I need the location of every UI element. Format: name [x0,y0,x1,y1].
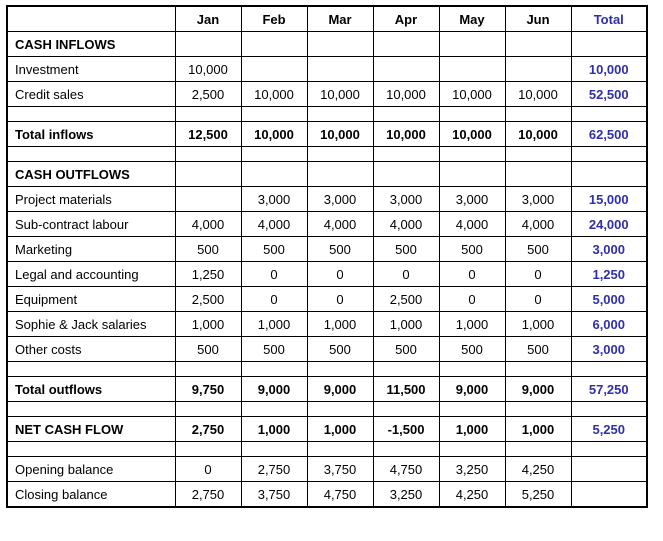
row-label: Sophie & Jack salaries [7,312,175,337]
total-value-cell [571,482,647,508]
total-value-cell: 62,500 [571,122,647,147]
month-value-cell: 500 [241,237,307,262]
month-value-cell: 10,000 [307,122,373,147]
month-value-cell [505,147,571,162]
month-value-cell: 1,000 [439,312,505,337]
month-value-cell: 1,000 [439,417,505,442]
month-value-cell [373,362,439,377]
month-value-cell [505,162,571,187]
row-label: CASH INFLOWS [7,32,175,57]
month-value-cell: 1,000 [373,312,439,337]
total-value-cell: 3,000 [571,337,647,362]
total-value-cell: 6,000 [571,312,647,337]
column-header-total: Total [571,6,647,32]
month-value-cell: 4,250 [505,457,571,482]
total-value-cell [571,457,647,482]
month-value-cell: 4,000 [175,212,241,237]
row-label [7,442,175,457]
month-value-cell: 500 [307,337,373,362]
month-value-cell [373,442,439,457]
row-label: Other costs [7,337,175,362]
row-net-cash-flow [7,417,647,442]
month-value-cell: 500 [505,237,571,262]
month-value-cell: 2,500 [175,287,241,312]
row-cash-inflows [7,32,647,57]
row-investment [7,57,647,82]
header-row [7,6,647,32]
month-value-cell: 500 [175,337,241,362]
month-value-cell [439,162,505,187]
month-value-cell [439,147,505,162]
month-value-cell [307,32,373,57]
row-label: CASH OUTFLOWS [7,162,175,187]
month-value-cell [373,402,439,417]
total-value-cell: 10,000 [571,57,647,82]
cash-flow-table [6,5,648,508]
month-value-cell [307,362,373,377]
column-header-mar: Mar [307,6,373,32]
month-value-cell: 2,750 [175,417,241,442]
month-value-cell: 4,750 [373,457,439,482]
row-label [7,402,175,417]
month-value-cell: 10,000 [439,82,505,107]
month-value-cell: 500 [373,237,439,262]
row-label: Credit sales [7,82,175,107]
month-value-cell: 5,250 [505,482,571,508]
month-value-cell [175,162,241,187]
row-label: Investment [7,57,175,82]
total-value-cell [571,362,647,377]
row-legal-and-accounting [7,262,647,287]
row-marketing [7,237,647,262]
month-value-cell: 10,000 [241,82,307,107]
column-header-jun: Jun [505,6,571,32]
total-value-cell: 5,250 [571,417,647,442]
row-label: Equipment [7,287,175,312]
column-header-may: May [439,6,505,32]
month-value-cell: 2,750 [175,482,241,508]
month-value-cell: 12,500 [175,122,241,147]
month-value-cell [439,57,505,82]
month-value-cell [439,362,505,377]
total-value-cell [571,147,647,162]
month-value-cell: 500 [241,337,307,362]
month-value-cell: 10,000 [439,122,505,147]
column-header-jan: Jan [175,6,241,32]
month-value-cell: 0 [373,262,439,287]
month-value-cell [505,442,571,457]
row-label: Legal and accounting [7,262,175,287]
row-label [7,107,175,122]
month-value-cell: 0 [439,287,505,312]
month-value-cell: 3,750 [307,457,373,482]
total-value-cell: 5,000 [571,287,647,312]
row-label: Opening balance [7,457,175,482]
month-value-cell [505,32,571,57]
month-value-cell: 9,000 [505,377,571,402]
month-value-cell: 4,000 [307,212,373,237]
month-value-cell [373,107,439,122]
month-value-cell: 1,000 [307,312,373,337]
month-value-cell [241,362,307,377]
total-value-cell: 15,000 [571,187,647,212]
month-value-cell: 0 [241,262,307,287]
month-value-cell: 4,000 [505,212,571,237]
month-value-cell [307,442,373,457]
total-value-cell: 57,250 [571,377,647,402]
month-value-cell: 3,250 [373,482,439,508]
row-total-outflows [7,377,647,402]
month-value-cell [307,147,373,162]
month-value-cell: -1,500 [373,417,439,442]
month-value-cell: 1,250 [175,262,241,287]
month-value-cell: 9,000 [241,377,307,402]
row-sub-contract-labour [7,212,647,237]
total-value-cell [571,442,647,457]
month-value-cell: 1,000 [241,417,307,442]
month-value-cell: 10,000 [373,82,439,107]
row-label: Sub-contract labour [7,212,175,237]
spacer-row [7,442,647,457]
month-value-cell [439,32,505,57]
month-value-cell: 0 [307,262,373,287]
row-total-inflows [7,122,647,147]
month-value-cell [373,162,439,187]
month-value-cell [241,442,307,457]
month-value-cell: 3,000 [241,187,307,212]
total-value-cell [571,402,647,417]
month-value-cell: 10,000 [373,122,439,147]
month-value-cell [439,107,505,122]
month-value-cell [307,162,373,187]
row-closing-balance [7,482,647,508]
row-label: Total inflows [7,122,175,147]
month-value-cell: 1,000 [505,312,571,337]
row-label: Closing balance [7,482,175,508]
month-value-cell [175,147,241,162]
month-value-cell: 500 [175,237,241,262]
row-sophie-jack-salaries [7,312,647,337]
total-value-cell: 52,500 [571,82,647,107]
month-value-cell: 4,000 [439,212,505,237]
column-header-apr: Apr [373,6,439,32]
total-value-cell: 1,250 [571,262,647,287]
month-value-cell: 0 [307,287,373,312]
row-label: Marketing [7,237,175,262]
month-value-cell: 0 [505,287,571,312]
month-value-cell [439,402,505,417]
month-value-cell [175,402,241,417]
month-value-cell: 1,000 [505,417,571,442]
month-value-cell: 3,250 [439,457,505,482]
month-value-cell: 10,000 [505,122,571,147]
month-value-cell [307,402,373,417]
month-value-cell: 3,000 [307,187,373,212]
month-value-cell: 9,000 [307,377,373,402]
month-value-cell: 10,000 [175,57,241,82]
month-value-cell: 3,000 [439,187,505,212]
column-header-feb: Feb [241,6,307,32]
row-opening-balance [7,457,647,482]
total-value-cell [571,32,647,57]
row-label: NET CASH FLOW [7,417,175,442]
month-value-cell [175,187,241,212]
month-value-cell [175,362,241,377]
month-value-cell: 2,500 [175,82,241,107]
month-value-cell: 0 [175,457,241,482]
month-value-cell: 0 [439,262,505,287]
row-credit-sales [7,82,647,107]
month-value-cell: 3,000 [505,187,571,212]
month-value-cell: 500 [373,337,439,362]
month-value-cell [307,57,373,82]
row-label [7,362,175,377]
total-value-cell [571,107,647,122]
spacer-row [7,147,647,162]
month-value-cell [373,57,439,82]
row-cash-outflows [7,162,647,187]
row-label [7,147,175,162]
row-label: Project materials [7,187,175,212]
month-value-cell [373,147,439,162]
month-value-cell: 10,000 [241,122,307,147]
month-value-cell [241,162,307,187]
row-other-costs [7,337,647,362]
month-value-cell [439,442,505,457]
month-value-cell: 500 [439,237,505,262]
row-equipment [7,287,647,312]
month-value-cell: 3,750 [241,482,307,508]
month-value-cell: 500 [439,337,505,362]
month-value-cell: 2,500 [373,287,439,312]
month-value-cell: 4,750 [307,482,373,508]
month-value-cell [241,57,307,82]
total-value-cell [571,162,647,187]
month-value-cell: 10,000 [307,82,373,107]
month-value-cell: 500 [307,237,373,262]
month-value-cell: 9,750 [175,377,241,402]
month-value-cell [241,402,307,417]
month-value-cell: 1,000 [175,312,241,337]
month-value-cell [505,402,571,417]
month-value-cell: 2,750 [241,457,307,482]
month-value-cell [505,362,571,377]
month-value-cell: 0 [505,262,571,287]
month-value-cell: 4,000 [373,212,439,237]
month-value-cell: 4,250 [439,482,505,508]
month-value-cell: 1,000 [307,417,373,442]
row-project-materials [7,187,647,212]
month-value-cell [505,107,571,122]
corner-cell [7,6,175,32]
total-value-cell: 24,000 [571,212,647,237]
month-value-cell [241,147,307,162]
month-value-cell: 11,500 [373,377,439,402]
month-value-cell: 3,000 [373,187,439,212]
month-value-cell [373,32,439,57]
month-value-cell [505,57,571,82]
month-value-cell: 10,000 [505,82,571,107]
month-value-cell [241,107,307,122]
month-value-cell: 1,000 [241,312,307,337]
month-value-cell: 500 [505,337,571,362]
month-value-cell: 0 [241,287,307,312]
month-value-cell [307,107,373,122]
spacer-row [7,402,647,417]
month-value-cell [175,107,241,122]
month-value-cell [175,442,241,457]
month-value-cell [175,32,241,57]
total-value-cell: 3,000 [571,237,647,262]
spacer-row [7,362,647,377]
row-label: Total outflows [7,377,175,402]
month-value-cell: 9,000 [439,377,505,402]
spacer-row [7,107,647,122]
month-value-cell [241,32,307,57]
month-value-cell: 4,000 [241,212,307,237]
